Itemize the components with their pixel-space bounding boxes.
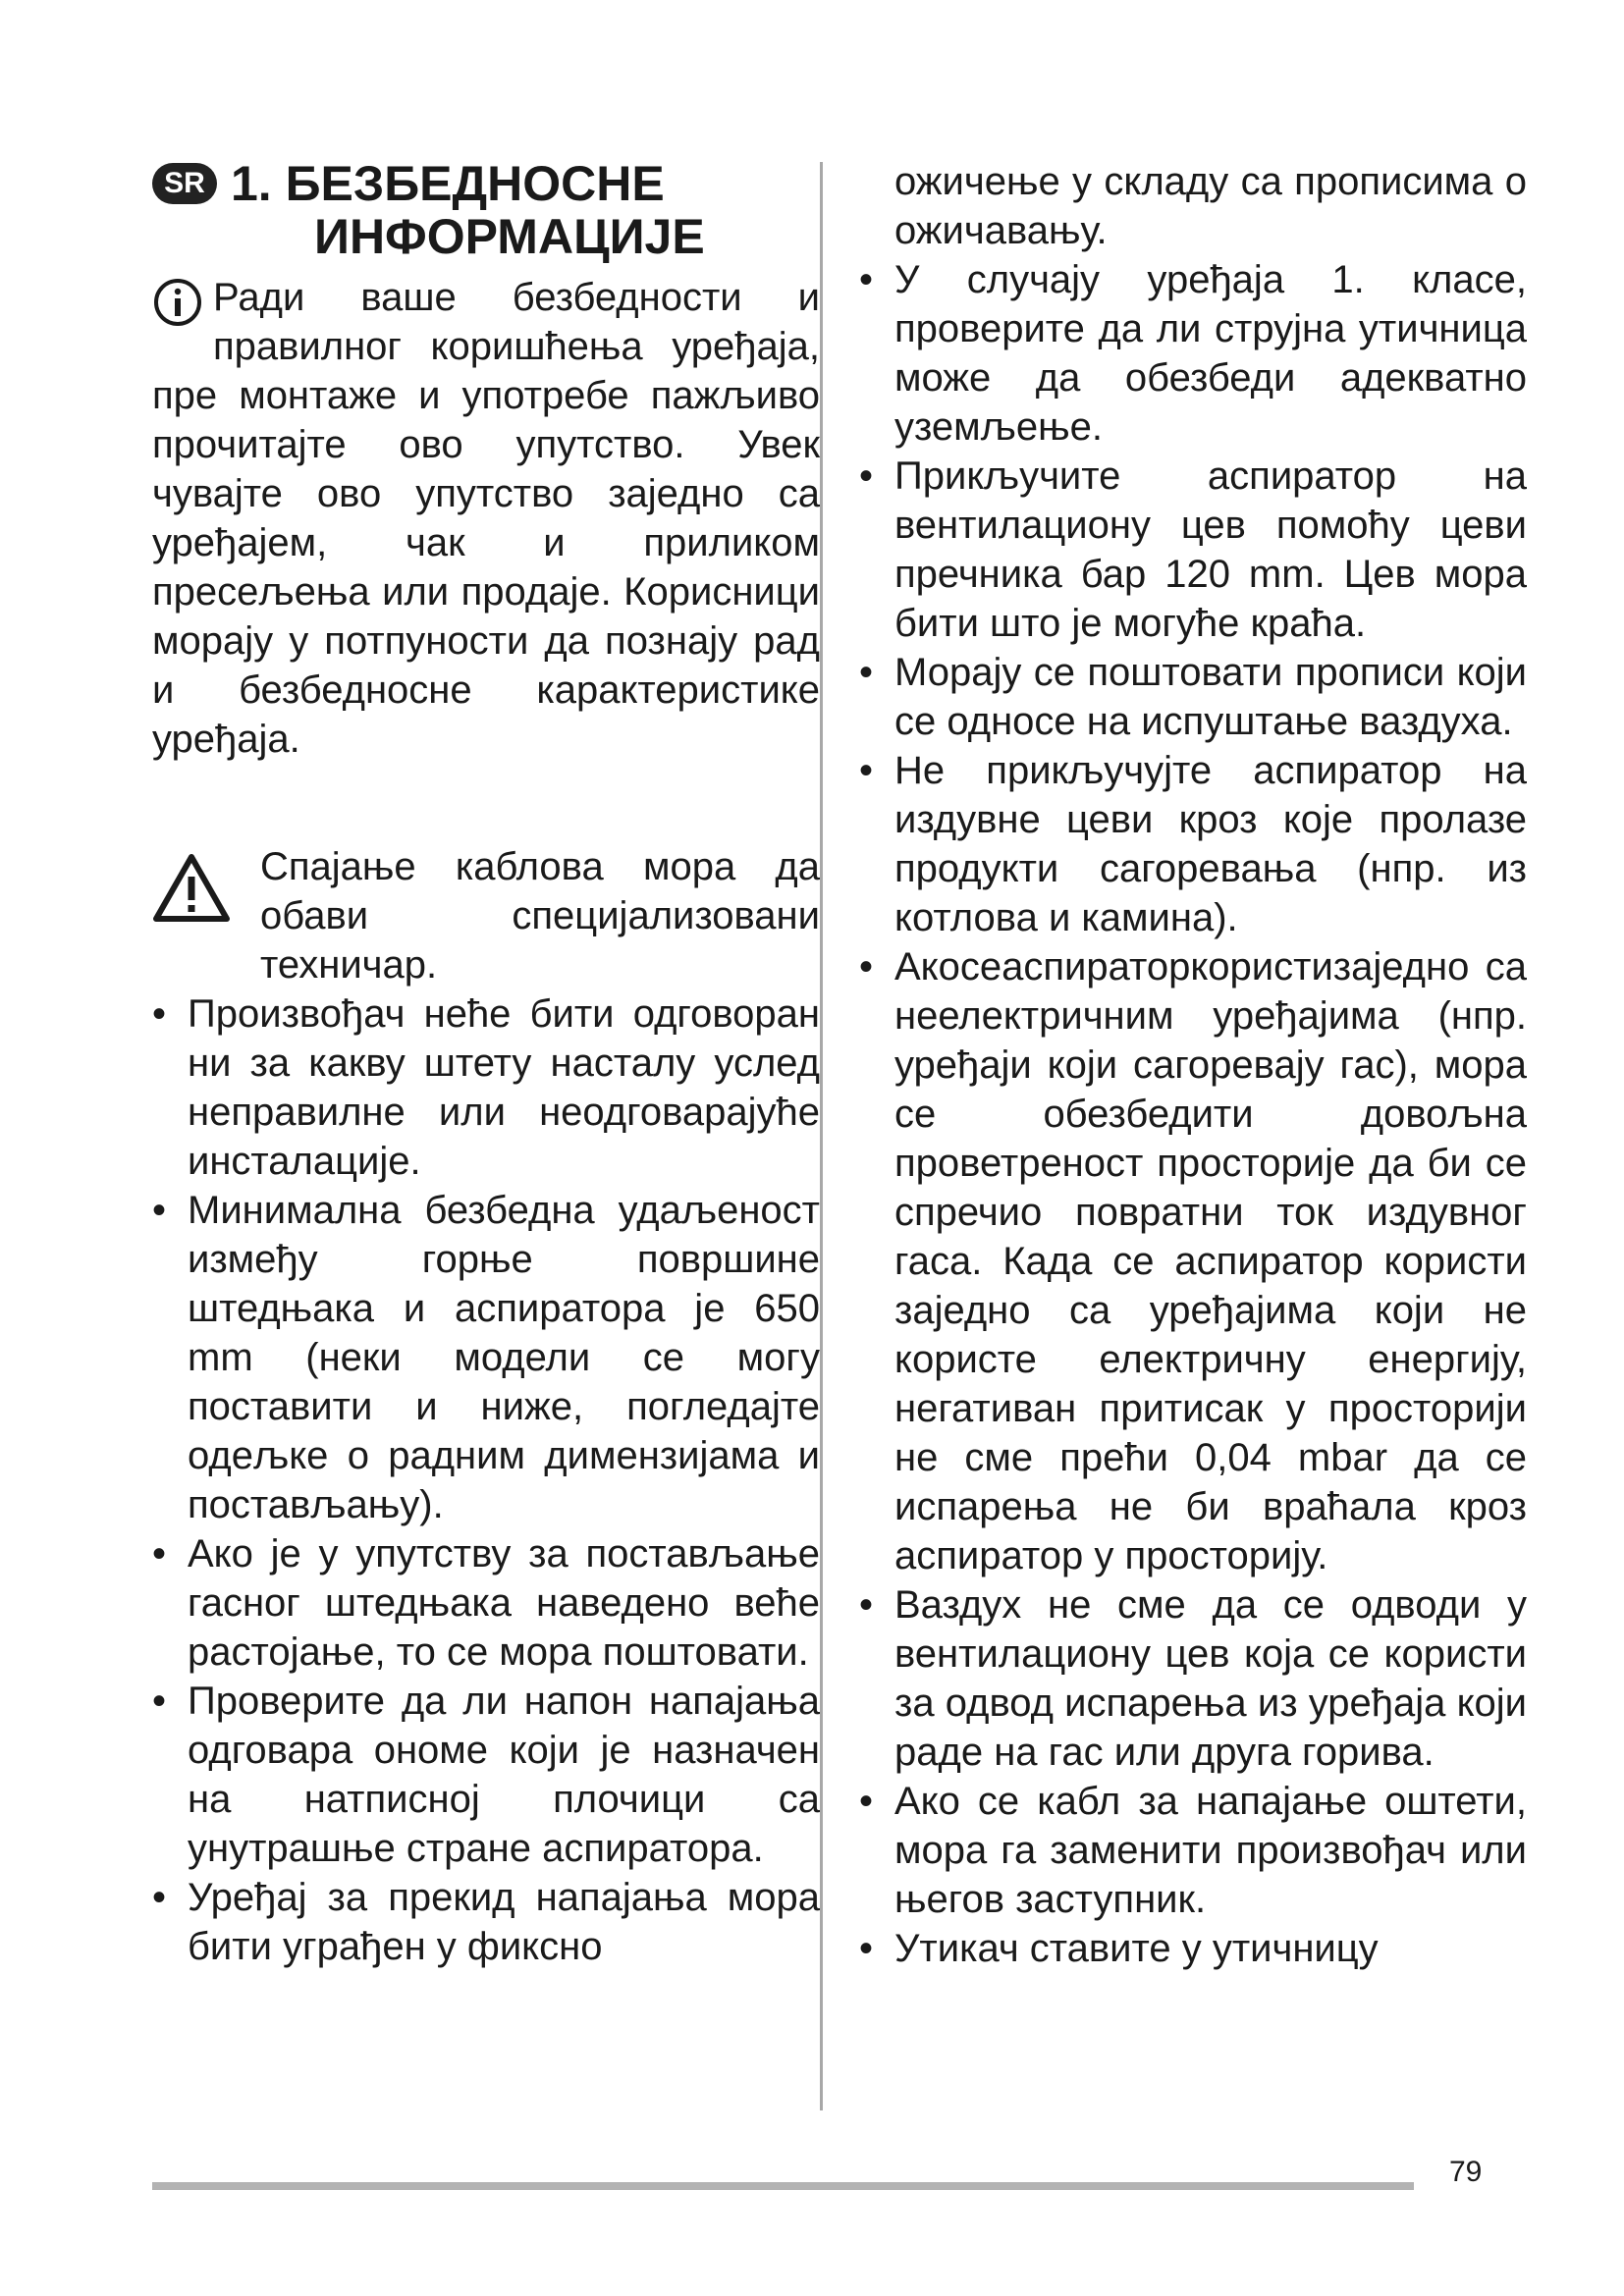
- list-item: • Морају се поштовати прописи који се односе на испуштање ваздуха.: [859, 648, 1527, 746]
- warning-text: Спајање каблова мора да обави специјализовани техничар.: [260, 845, 820, 987]
- section-heading: [152, 157, 820, 263]
- list-item: • Прикључите аспиратор на вентилациону цев помоћу цеви пречника бар 120 mm. Цев мора бити што је могуће краћа.: [859, 452, 1527, 648]
- left-bullet-list: [152, 989, 820, 1971]
- info-icon: [152, 277, 203, 328]
- list-item: • Ако је у упутству за постављање гасног штедњака наведено веће растојање, то се мора поштовати.: [152, 1529, 820, 1677]
- list-item: • Ако се кабл за напајање оштети, мора га заменити произвођач или његов заступник.: [859, 1777, 1527, 1924]
- intro-text: Ради ваше безбедности и правилног коришћења уређаја, пре монтаже и употребе пажљиво прочитајте ово упутство. Увек чувајте ово упутство заједно са уређајем, чак и приликом пресељења или продаје. Корисници морају у потпуности да познају рад и безбедносне карактеристике уређаја.: [152, 276, 820, 761]
- continuation-text: ожичење у складу са прописима о ожичавању.: [894, 160, 1527, 252]
- heading-line-1: 1. БЕЗБЕДНОСНЕ: [231, 156, 665, 211]
- list-item: • Не прикључујте аспиратор на издувне цеви кроз које пролазе продукти сагоревања (нпр. из котлова и камина).: [859, 746, 1527, 942]
- list-item: • Произвођач неће бити одговоран ни за какву штету насталу услед неправилне или неодговарајуће инсталације.: [152, 989, 820, 1186]
- warning-triangle-icon: [152, 852, 231, 923]
- warning-block: [152, 842, 820, 989]
- list-item: • Уређај за прекид напајања мора бити уграђен у фиксно: [152, 1873, 820, 1971]
- page-number: 79: [1449, 2156, 1483, 2188]
- list-item: • Акосеаспираторкористизаједно са неелектричним уређајима (нпр. уређаји који сагоревају гас), мора се обезбедити довољна проветреност просторије да би се спречио повратни ток издувног гаса. Када се аспиратор користи заједно са уређајима који не користе електричну енергију, негативан притисак у просторији не сме прећи 0,04 mbar да се испарења не би враћала кроз аспиратор у просторију.: [859, 942, 1527, 1580]
- heading-line-2: ИНФОРМАЦИЈЕ: [314, 209, 705, 264]
- list-item: • У случају уређаја 1. класе, проверите да ли струјна утичница може да обезбеди адекватно уземљење.: [859, 255, 1527, 452]
- heading-text: [231, 157, 705, 263]
- right-column: [859, 157, 1527, 1973]
- language-badge: SR: [152, 163, 217, 204]
- footer-rule: [152, 2182, 1414, 2190]
- list-item: • Ваздух не сме да се одводи у вентилациону цев која се користи за одвод испарења из уређаја који раде на гас или друга горива.: [859, 1580, 1527, 1777]
- list-item: • Утикач ставите у утичницу: [859, 1924, 1527, 1973]
- right-bullet-list: [859, 255, 1527, 1973]
- list-item: • Проверите да ли напон напајања одговара ономе који је назначен на натписној плочици са унутрашње стране аспиратора.: [152, 1677, 820, 1873]
- list-item: • Минимална безбедна удаљеност између горње површине штедњака и аспиратора је 650 mm (неки модели се могу поставити и ниже, погледајте одељке о радним димензијама и постављању).: [152, 1186, 820, 1529]
- left-column: [152, 157, 820, 1971]
- column-divider: [820, 162, 823, 2110]
- intro-block: [152, 273, 820, 764]
